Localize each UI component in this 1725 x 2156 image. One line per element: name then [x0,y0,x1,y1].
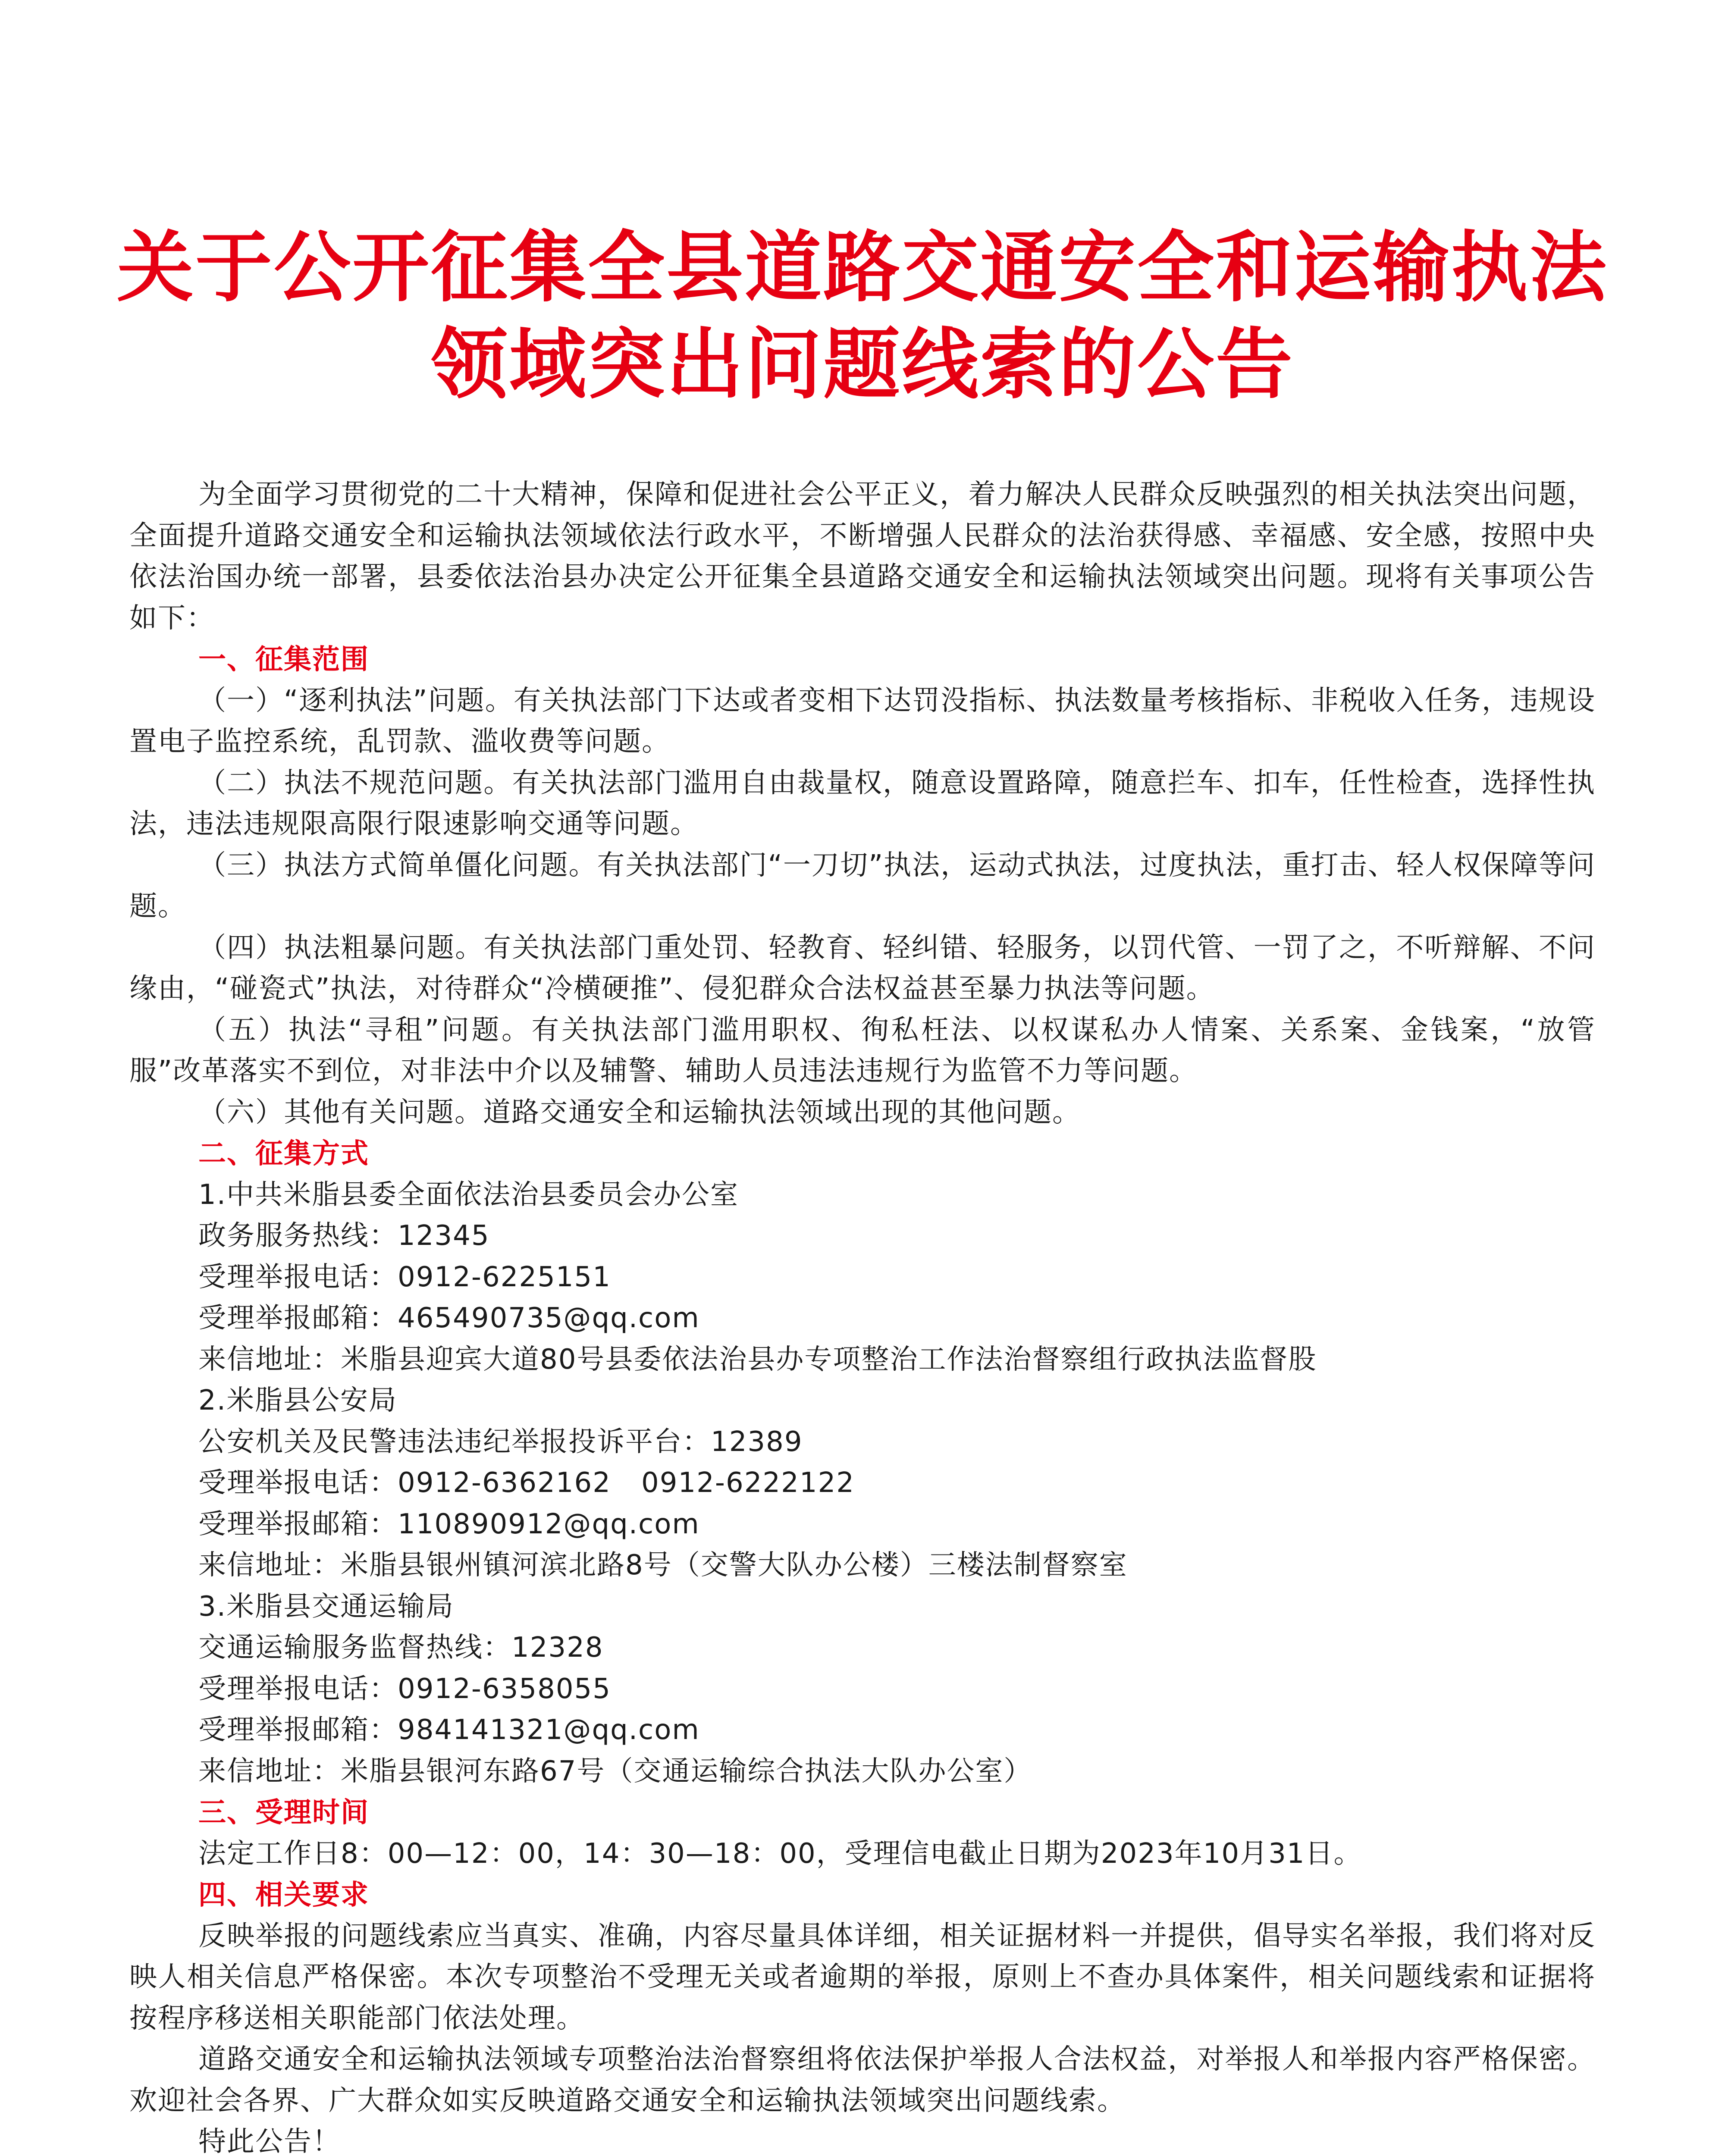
org2-email: 受理举报邮箱：110890912@qq.com [198,1508,700,1540]
org2-address: 来信地址：米脂县银州镇河滨北路8号（交警大队办公楼）三楼法制督察室 [198,1549,1128,1581]
org1-hotline: 政务服务热线：12345 [198,1220,490,1252]
intro-paragraph: 为全面学习贯彻党的二十大精神，保障和促进社会公平正义，着力解决人民群众反映强烈的相关执法突出问题，全面提升道路交通安全和运输执法领域依法行政水平，不断增强人民群众的法治获得感、幸福感、安全感，按照中央依法治国办统一部署，县委依法治县办决定公开征集全县道路交通安全和运输执法领域突出问题。现将有关事项公告如下： [129,479,1596,634]
org2-phone-primary: 受理举报电话：0912-6362162 [198,1467,611,1499]
scope-item-1: （一）“逐利执法”问题。有关执法部门下达或者变相下达罚没指标、执法数量考核指标、非税收入任务，违规设置电子监控系统，乱罚款、滥收费等问题。 [129,684,1596,758]
section-heading-time: 三、受理时间 [198,1796,369,1829]
scope-item-6: （六）其他有关问题。道路交通安全和运输执法领域出现的其他问题。 [198,1096,1081,1128]
scope-item-3: （三）执法方式简单僵化问题。有关执法部门“一刀切”执法，运动式执法，过度执法，重打击、轻人权保障等问题。 [129,849,1596,922]
org3-email: 受理举报邮箱：984141321@qq.com [198,1714,700,1746]
scope-item-4: （四）执法粗暴问题。有关执法部门重处罚、轻教育、轻纠错、轻服务，以罚代管、一罚了之，不听辩解、不问缘由，“碰瓷式”执法，对待群众“冷横硬推”、侵犯群众合法权益甚至暴力执法等问题。 [129,931,1596,1005]
document-title-line2: 领域突出问题线索的公告 [431,319,1294,409]
document-title-line1: 关于公开征集全县道路交通安全和运输执法 [117,222,1608,312]
org2-phone-secondary: 0912-6222122 [641,1467,855,1499]
org1-phone: 受理举报电话：0912-6225151 [198,1261,611,1293]
org1-email: 受理举报邮箱：465490735@qq.com [198,1302,700,1334]
document-body [129,474,1596,2156]
section-heading-scope: 一、征集范围 [198,643,369,676]
org3-name: 3.米脂县交通运输局 [198,1590,455,1623]
org1-name: 1.中共米脂县委全面依法治县委员会办公室 [198,1178,739,1211]
requirements-paragraph-1: 反映举报的问题线索应当真实、准确，内容尽量具体详细，相关证据材料一并提供，倡导实名举报，我们将对反映人相关信息严格保密。本次专项整治不受理无关或者逾期的举报，原则上不查办具体案件，相关问题线索和证据将按程序移送相关职能部门依法处理。 [129,1920,1596,2034]
org3-phone: 受理举报电话：0912-6358055 [198,1673,611,1705]
org1-address: 来信地址：米脂县迎宾大道80号县委依法治县办专项整治工作法治督察组行政执法监督股 [198,1343,1317,1376]
requirements-paragraph-2: 道路交通安全和运输执法领域专项整治法治督察组将依法保护举报人合法权益，对举报人和举报内容严格保密。欢迎社会各界、广大群众如实反映道路交通安全和运输执法领域突出问题线索。 [129,2043,1596,2117]
org2-hotline: 公安机关及民警违法违纪举报投诉平台：12389 [198,1426,803,1458]
org2-name: 2.米脂县公安局 [198,1385,398,1416]
scope-item-2: （二）执法不规范问题。有关执法部门滥用自由裁量权，随意设置路障，随意拦车、扣车，任性检查，选择性执法，违法违规限高限行限速影响交通等问题。 [129,767,1596,840]
section-heading-methods: 二、征集方式 [198,1138,369,1170]
org3-hotline: 交通运输服务监督热线：12328 [198,1632,604,1664]
org2-phone [129,1463,1596,1504]
closing-line: 特此公告！ [198,2126,341,2156]
scope-item-5: （五）执法“寻租”问题。有关执法部门滥用职权、徇私枉法、以权谋私办人情案、关系案、金钱案，“放管服”改革落实不到位，对非法中介以及辅警、辅助人员违法违规行为监管不力等问题。 [129,1014,1596,1087]
acceptance-time: 法定工作日8：00—12：00，14：30—18：00，受理信电截止日期为2023年10月31日。 [198,1837,1362,1870]
org3-address: 来信地址：米脂县银河东路67号（交通运输综合执法大队办公室） [198,1755,1032,1787]
section-heading-requirements: 四、相关要求 [198,1879,369,1911]
